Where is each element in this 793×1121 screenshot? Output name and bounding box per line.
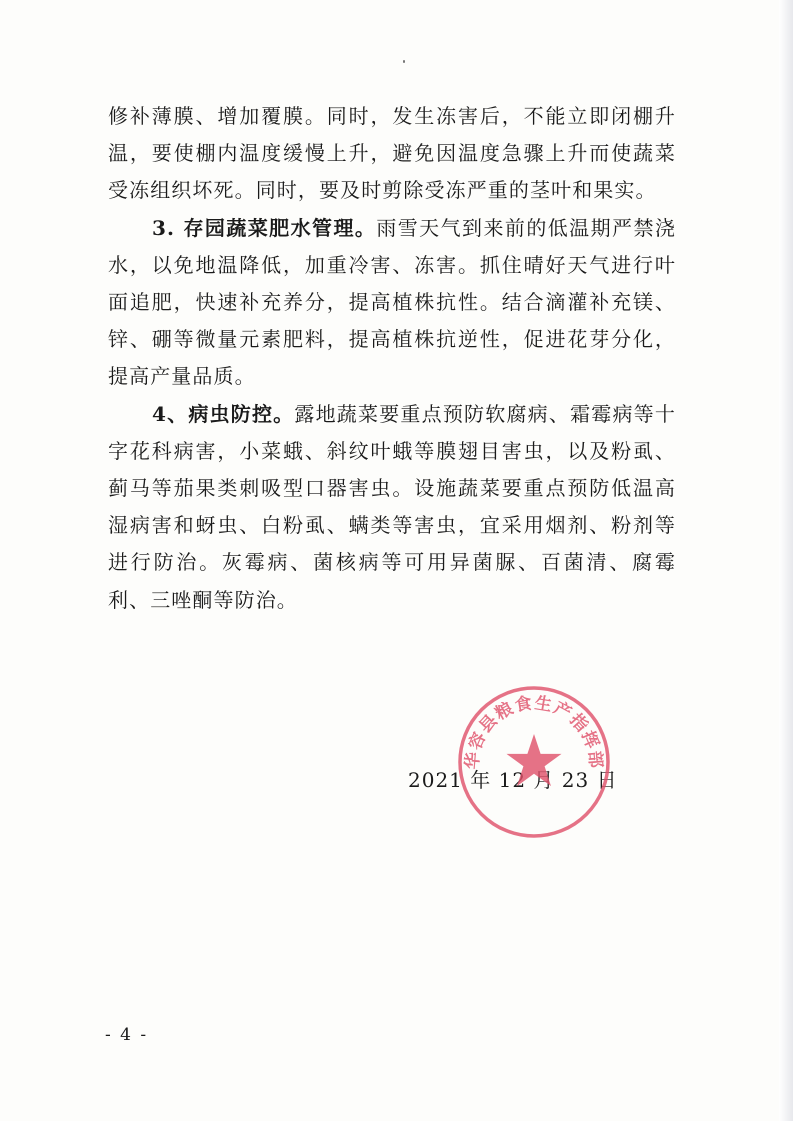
paragraph-text: 修补薄膜、增加覆膜。同时，发生冻害后，不能立即闭棚升温，要使棚内温度缓慢上升，避免因温度急骤上升而使蔬菜受冻组织坏死。同时，要及时剪除受冻严重的茎叶和果实。	[108, 104, 676, 203]
paragraph-heading: 4、病虫防控。	[152, 401, 295, 426]
official-seal	[456, 684, 612, 840]
document-date: 2021 年 12 月 23 日	[408, 768, 618, 792]
star-icon	[507, 734, 562, 786]
paragraph-pest-control	[108, 396, 676, 619]
paragraph-text: 雨雪天气到来前的低温期严禁浇水，以免地温降低，加重冷害、冻害。抓住晴好天气进行叶面追肥，快速补充养分，提高植株抗性。结合滴灌补充镁、锌、硼等微量元素肥料，提高植株抗逆性，促进花芽分化，提高产量品质。	[108, 215, 676, 389]
page-number: - 4 -	[105, 1025, 149, 1045]
page-edge-shadow	[779, 0, 793, 1121]
document-body	[108, 98, 676, 619]
paragraph-heading: 3. 存园蔬菜肥水管理。	[152, 215, 377, 240]
seal-text: 华容县粮食生产指挥部	[462, 693, 606, 771]
paragraph-fertilizer-management	[108, 210, 676, 396]
scan-speck	[403, 60, 405, 63]
paragraph-text: 露地蔬菜要重点预防软腐病、霜霉病等十字花科病害，小菜蛾、斜纹叶蛾等膜翅目害虫，以及粉虱、蓟马等茄果类刺吸型口器害虫。设施蔬菜要重点预防低温高湿病害和蚜虫、白粉虱、螨类等害虫，宜采用烟剂、粉剂等进行防治。灰霉病、菌核病等可用异菌脲、百菌清、腐霉利、三唑酮等防治。	[108, 401, 676, 612]
paragraph-continued	[108, 98, 676, 210]
